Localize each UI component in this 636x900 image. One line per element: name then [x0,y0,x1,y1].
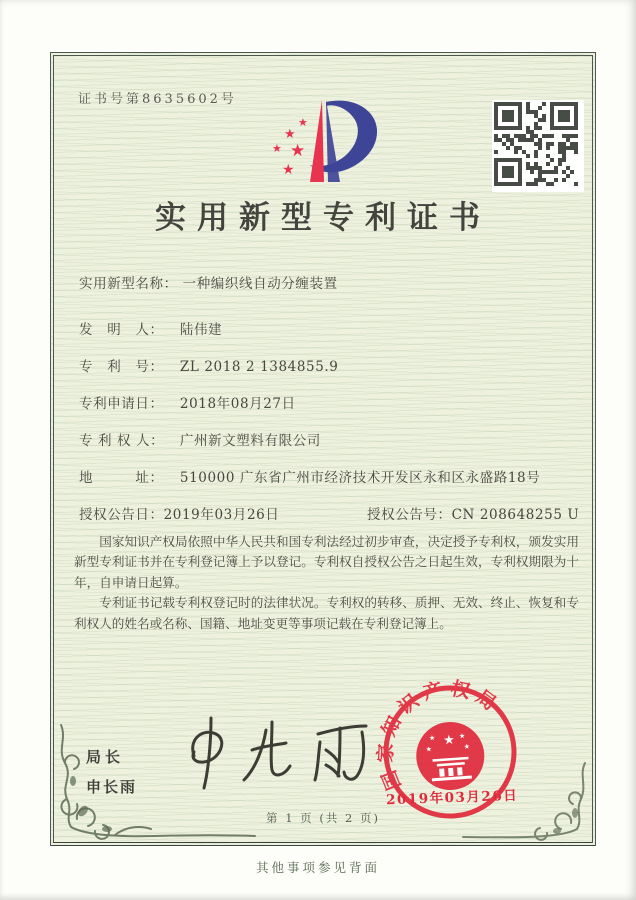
svg-text:★: ★ [458,731,466,741]
qr-code [492,100,584,192]
field-row-patentee [79,429,579,449]
svg-text:★: ★ [428,734,436,743]
legal-paragraph-1: 国家知识产权局依照中华人民共和国专利法经过初步审查，决定授予专利权，颁发实用新型专利证书并在专利登记簿上予以登记。专利权自授权公告之日起生效，专利权期限为十年，自申请日起算。 [74,534,579,590]
grant-date-label: 授权公告日： [79,507,164,523]
field-value: 陆伟建 [179,322,223,338]
grant-row [79,503,584,523]
grant-no-label: 授权公告号： [367,507,452,523]
grant-no-value: CN 208648255 U [451,507,580,523]
reverse-side-note: 其他事项参见背面 [255,860,380,875]
field-value: 一种编织线自动分缠装置 [182,276,338,292]
field-row-patent-no [79,355,579,375]
svg-text:★: ★ [425,745,433,754]
field-value: 广州新文塑料有限公司 [179,433,321,449]
svg-text:★: ★ [463,742,471,752]
certificate-title: 实用新型专利证书 [155,200,491,236]
commissioner-title: 局长 [86,748,125,766]
svg-text:★: ★ [290,141,306,161]
commissioner-name: 申长雨 [86,778,138,796]
page-indicator: 第 1 页 (共 2 页) [266,811,380,825]
svg-text:★: ★ [272,142,282,155]
field-label: 发 明 人： [79,322,164,338]
field-row-inventor [79,318,579,338]
field-value: 2018年08月27日 [179,396,296,412]
corner-flourish-left-icon [55,723,260,841]
field-label: 实用新型名称： [79,276,178,292]
svg-text:★: ★ [284,127,296,142]
cnipa-logo-icon [250,92,400,192]
certificate-frame [50,52,596,846]
corner-flourish-right-icon [461,761,591,841]
field-row-address [79,466,579,486]
svg-text:★: ★ [442,732,456,749]
field-row-filing-date [79,392,579,412]
field-label: 专 利 号： [79,359,164,375]
field-label: 专 利 权 人： [79,433,165,449]
svg-text:★: ★ [298,116,308,129]
seal-ring-text: 国家知识产权局 [374,677,505,793]
svg-text:★: ★ [282,162,295,178]
legal-text [74,532,579,634]
field-value: ZL 2018 2 1384855.9 [179,359,339,375]
field-label: 专利申请日： [79,396,164,412]
field-row-name [79,272,579,292]
field-value: 510000 广东省广州市经济技术开发区永和区永盛路18号 [179,470,541,486]
field-label: 地 址： [79,470,164,486]
legal-paragraph-2: 专利证书记载专利权登记时的法律状况。专利权的转移、质押、无效、终止、恢复和专利权人的姓名或名称、国籍、地址变更等事项记载在专利登记簿上。 [74,595,579,631]
certificate-number: 证书号第8635602号 [78,92,237,107]
seal-date: 2019年03月26日 [385,787,519,809]
grant-date-value: 2019年03月26日 [163,507,280,523]
